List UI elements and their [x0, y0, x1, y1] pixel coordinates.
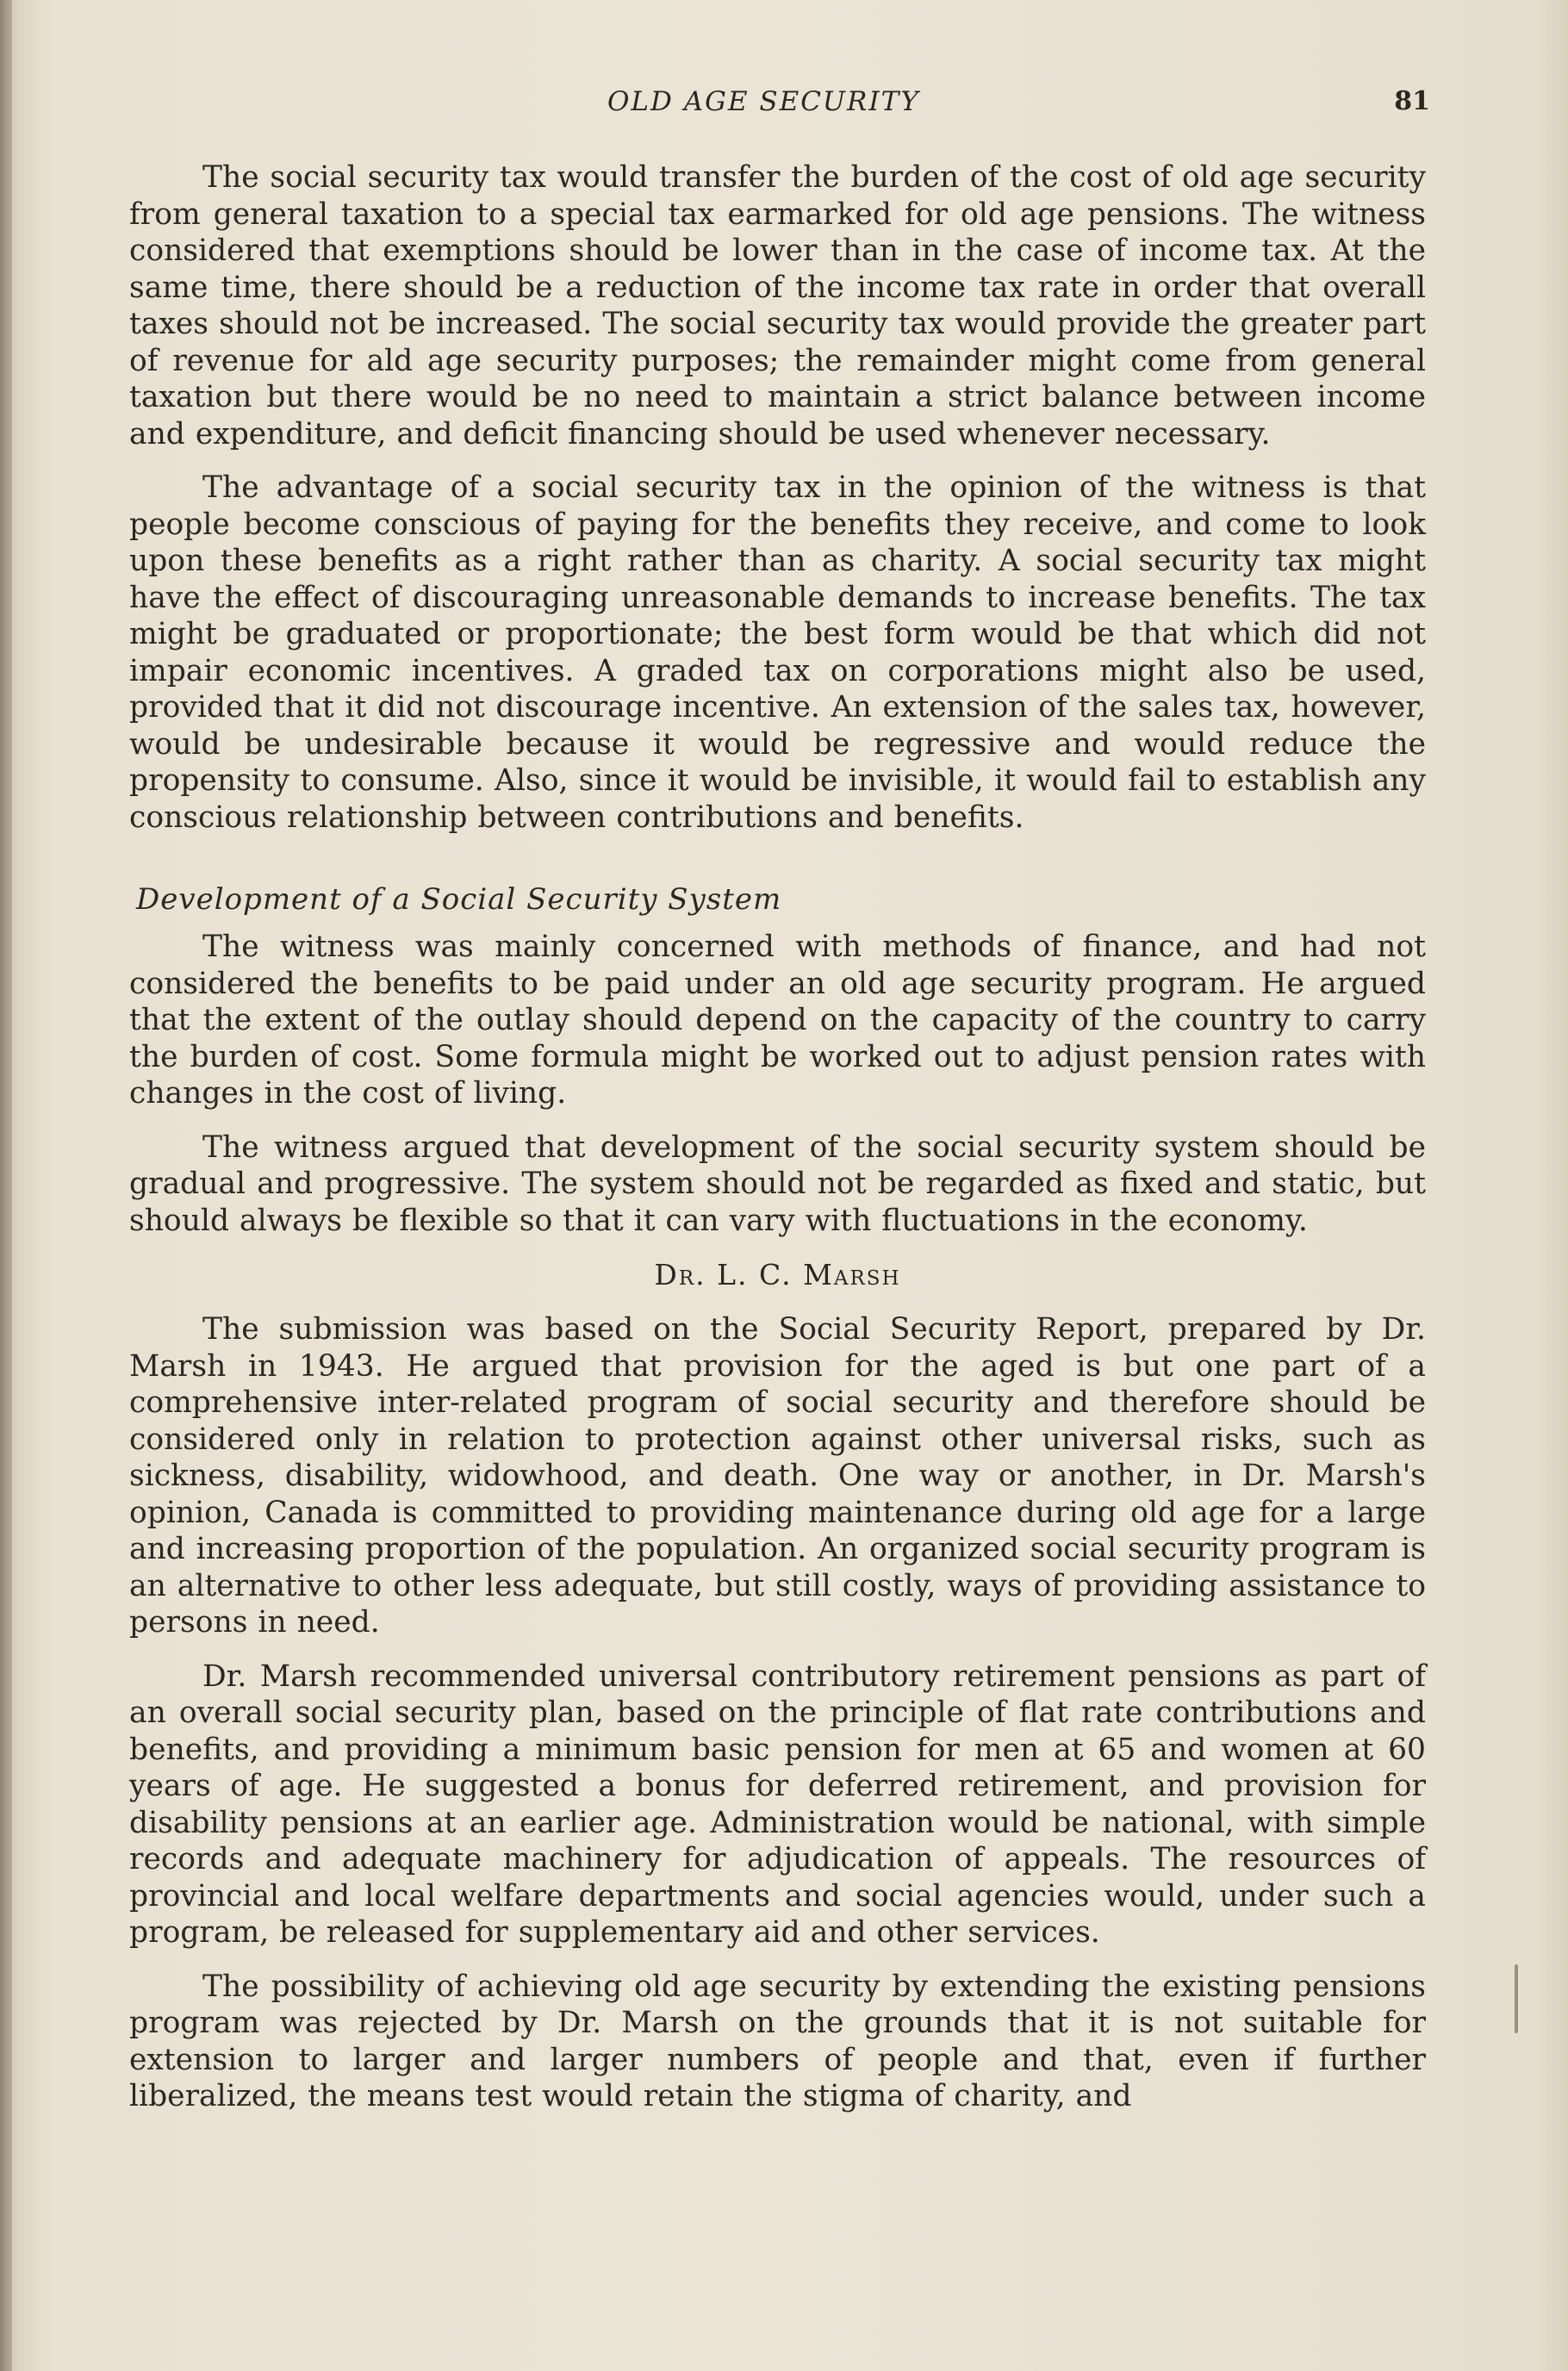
- paragraph-gradual-development: The witness argued that development of the social security system should be gradual and progressive. The system should not be regarded as fixed and static, but should always be flexible so that it can vary with fluctuations in the economy.: [129, 1129, 1426, 1238]
- paragraph-methods-of-finance: The witness was mainly concerned with methods of finance, and had not considered the benefits to be paid under an old age security program. He argued that the extent of the outlay should depend on the capacity of the country to carry the burden of cost. Some formula might be worked out to adjust pension rates with changes in the cost of living.: [129, 930, 1426, 1111]
- section-heading: Development of a Social Security System: [136, 882, 782, 917]
- paragraph-social-security-tax: The social security tax would transfer the burden of the cost of old age security from general taxation to a special tax earmarked for old age pensions. The witness considered that exemptions should be lower than in the case of income tax. At the same time, there should be a reduction of the income tax rate in order that overall taxes should not be increased. The social security tax would provide the greater part of revenue for ald age security purposes; the remainder might come from general taxation but there would be no need to maintain a strict balance between income and expenditure, and deficit financing should be used whenever necessary.: [129, 160, 1426, 451]
- book-spine-shadow: [0, 0, 12, 2371]
- paragraph-marsh-recommendations: Dr. Marsh recommended universal contributory retirement pensions as part of an overall social security plan, based on the principle of flat rate contributions and benefits, and providing a minimum basic pension for men at 65 and women at 60 years of age. He suggested a bonus for deferred retirement, and provision for disability pensions at an earlier age. Administration would be national, with simple records and adequate machinery for adjudication of appeals. The resources of provincial and local welfare departments and social agencies would, under such a program, be released for supplementary aid and other services.: [129, 1658, 1426, 1950]
- page-header: [138, 86, 1430, 129]
- margin-mark: [1515, 1964, 1518, 2033]
- paragraph-tax-advantage: The advantage of a social security tax in the opinion of the witness is that people become conscious of paying for the benefits they receive, and come to look upon these benefits as a right rather than as charity. A social security tax might have the effect of discouraging unreasonable demands to increase benefits. The tax might be graduated or proportionate; the best form would be that which did not impair economic incentives. A graded tax on corporations might also be used, provided that it did not discourage incentive. An extension of the sales tax, however, would be undesirable because it would be regressive and would reduce the propensity to consume. Also, since it would be invisible, it would fail to establish any conscious relationship between contributions and benefits.: [129, 470, 1426, 835]
- running-title: OLD AGE SECURITY: [607, 86, 920, 117]
- page-body: [129, 159, 1426, 2132]
- paragraph-extension-rejected: The possibility of achieving old age security by extending the existing pensions program was rejected by Dr. Marsh on the grounds that it is not suitable for extension to larger and larger numbers of people and that, even if further liberalized, the means test would retain the stigma of charity, and: [129, 1969, 1426, 2113]
- witness-name-heading: Dr. L. C. Marsh: [654, 1258, 901, 1291]
- paragraph-marsh-submission: The submission was based on the Social Security Report, prepared by Dr. Marsh in 1943. He argued that provision for the aged is but one part of a comprehensive inter-related program of social security and therefore should be considered only in relation to protection against other universal risks, such as sickness, disability, widowhood, and death. One way or another, in Dr. Marsh's opinion, Canada is committed to providing maintenance during old age for a large and increasing proportion of the population. An organized social security program is an alternative to other less adequate, but still costly, ways of providing assistance to persons in need.: [129, 1312, 1426, 1640]
- page-number: 81: [1394, 86, 1430, 116]
